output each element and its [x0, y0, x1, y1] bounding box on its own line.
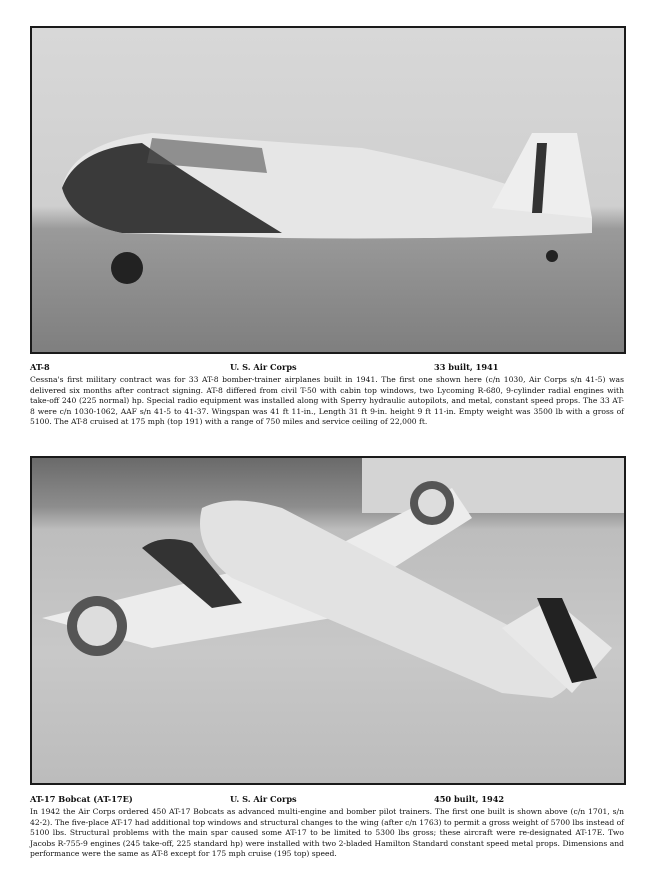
photo-at17 — [30, 456, 626, 785]
at17-airplane-image — [32, 458, 624, 783]
caption-at17 — [30, 794, 624, 860]
model-name: AT-8 — [30, 362, 50, 372]
caption-header — [30, 362, 624, 373]
model-name: AT-17 Bobcat (AT-17E) — [30, 794, 133, 804]
at8-airplane-image — [32, 28, 624, 352]
caption-at8 — [30, 362, 624, 428]
service-branch: U. S. Air Corps — [230, 794, 297, 804]
caption-header — [30, 794, 624, 805]
photo-at8 — [30, 26, 626, 354]
description: Cessna's first military contract was for 33 AT-8 bomber-trainer airplanes built in 1941. The first one shown here (c/n 1030, Air Corps s/n 41-5) was delivered six months after contract signing. AT-8 differed from civil T-50 with cabin top windows, two Lycoming R-680, 9-cylinder radial engines with take-off 240 (225 normal) hp. Special radio equipment was installed along with Sperry hydraulic autopilots, and metal, constant speed props. The 33 AT-8 were c/n 1030-1062, AAF s/n 41-5 to 41-37. Wingspan was 41 ft 11-in., Length 31 ft 9-in. height 9 ft 11-in. Empty weight was 3500 lb with a gross of 5100. The AT-8 cruised at 175 mph (top 191) with a range of 750 miles and service ceiling of 22,000 ft. — [30, 375, 624, 427]
service-branch: U. S. Air Corps — [230, 362, 297, 372]
production-info: 33 built, 1941 — [434, 362, 499, 372]
production-info: 450 built, 1942 — [434, 794, 505, 804]
description: In 1942 the Air Corps ordered 450 AT-17 Bobcats as advanced multi-engine and bomber pilot trainers. The first one built is shown above (c/n 1701, s/n 42-2). The five-place AT-17 had additional top windows and structural changes to the wing (after c/n 1763) to permit a gross weight of 5700 lbs instead of 5100 lbs. Structural problems with the main spar caused some AT-17 to be limited to 5300 lbs gross; these aircraft were re-designated AT-17E. Two Jacobs R-755-9 engines (245 take-off, 225 standard hp) were installed with two 2-bladed Hamilton Standard constant speed metal props. Dimensions and performance were the same as AT-8 except for 175 mph cruise (195 top) speed. — [30, 807, 624, 859]
